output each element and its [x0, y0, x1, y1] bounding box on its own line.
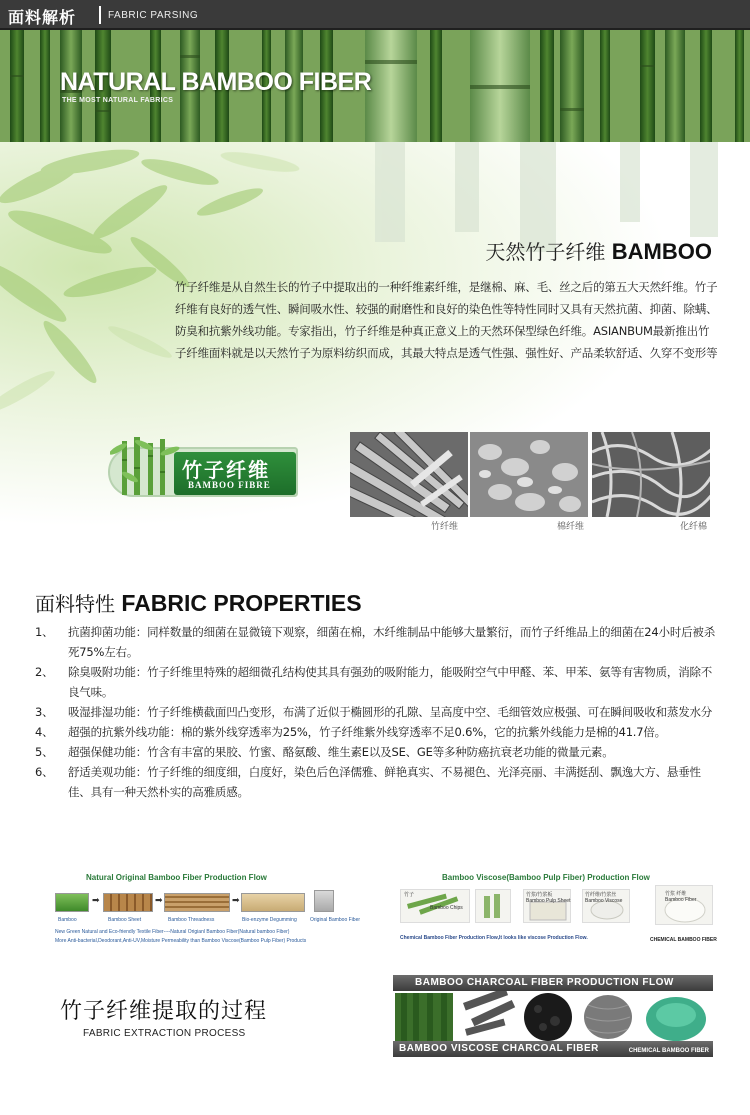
header-title-en: FABRIC PARSING: [108, 10, 199, 21]
list-item: [35, 622, 720, 662]
flow-step-degumming-image: [241, 893, 305, 912]
item-number: 2、: [35, 665, 54, 679]
bamboo-heading-cn: 天然竹子纤维: [485, 240, 606, 264]
properties-heading-en: FABRIC PROPERTIES: [121, 590, 362, 616]
tag-fiber: Bamboo Fiber: [665, 897, 697, 903]
tag-viscose-cn: 竹纤维/竹浆丝: [585, 892, 617, 898]
properties-heading-cn: 面料特性: [35, 592, 115, 616]
natural-flow-note-2: More Anti-bacterial,Deodorant,Anti-UV,Moisture Permeability than Bamboo Viscose(Bamboo Pulp Fiber) Products: [55, 938, 307, 944]
item-number: 3、: [35, 705, 54, 719]
header-title-cn: 面料解析: [8, 8, 77, 27]
list-item: [35, 722, 720, 742]
viscose-flow-title: Bamboo Viscose(Bamboo Pulp Fiber) Production Flow: [442, 873, 650, 882]
list-item: [35, 662, 720, 702]
cotton-fiber-micrograph-image: [470, 432, 588, 517]
item-text: 抗菌抑菌功能：同样数量的细菌在显微镜下观察，细菌在棉，木纤维制品中能够大量繁衍，而竹子纤维品上的细菌在24小时后被杀死75%左右。: [68, 625, 716, 659]
flow-step-label: Bamboo Threadness: [168, 917, 215, 923]
fabric-properties-list: [35, 622, 720, 802]
bamboo-fiber-micrograph: [350, 432, 468, 517]
list-item: [35, 762, 720, 802]
flow-step-original-fiber-image: [314, 890, 334, 912]
tag-bamboo-chips: Bamboo Chips: [430, 905, 463, 911]
tag-viscose: Bamboo Viscose: [585, 898, 623, 904]
item-number: 5、: [35, 745, 54, 759]
charcoal-right-tag: CHEMICAL BAMBOO FIBER: [628, 1048, 709, 1054]
micro-label-cotton: 棉纤维: [557, 522, 585, 532]
natural-flow-title: Natural Original Bamboo Fiber Production Flow: [86, 873, 267, 882]
badge-title-cn: 竹子纤维: [182, 458, 270, 482]
flow-step-bamboo-image: [55, 893, 89, 912]
bamboo-icon: [110, 437, 180, 499]
item-text: 超强保健功能：竹含有丰富的果胶、竹蜜、酪氨酸、维生素E以及SE、GE等多种防癌抗衰老功能的微量元素。: [68, 745, 614, 759]
bamboo-section-heading: [485, 236, 712, 265]
banner-title: NATURAL BAMBOO FIBER: [60, 68, 372, 96]
item-number: 1、: [35, 625, 54, 639]
cotton-fiber-micrograph: [470, 432, 588, 517]
tag-pulp-sheet: Bamboo Pulp Sheet: [526, 898, 571, 904]
flow-step-label: Original Bamboo Fiber: [310, 917, 361, 923]
synthetic-fiber-micrograph: [592, 432, 710, 517]
tag-fiber-cn: 竹浆 纤维: [665, 891, 687, 897]
item-text: 超强的抗紫外线功能：棉的紫外线穿透率为25%，竹子纤维紫外线穿透率不足0.6%，它的抗紫外线能力是棉的41.7倍。: [68, 725, 666, 739]
flow-step-bamboo-threadness-image: [164, 893, 230, 912]
bamboo-description: 竹子纤维是从自然生长的竹子中提取出的一种纤维素纤维，是继棉、麻、毛、丝之后的第五大天然纤维。竹子纤维有良好的透气性、瞬间吸水性、较强的耐磨性和良好的染色性等特性同时又具有天然抗菌、抑菌、除螨、防臭和抗紫外线功能。专家指出，竹子纤维是种真正意义上的天然环保型绿色纤维。ASIANBUM最新推出竹子纤维面料就是以天然竹子为原料纺织而成，其最大特点是透气性强、强性好、产品柔软舒适、久穿不变形等: [175, 280, 718, 360]
tag-pulp-cn: 竹浆/竹浆板: [526, 892, 553, 898]
bamboo-fibre-badge: [108, 437, 300, 499]
flow-arrow-icon: ➡: [155, 896, 163, 906]
flow-step-label: Bamboo: [58, 917, 77, 923]
extraction-title-cn: 竹子纤维提取的过程: [60, 999, 268, 1024]
viscose-right-tag: CHEMICAL BAMBOO FIBER: [650, 937, 717, 943]
item-text: 除臭吸附功能：竹子纤维里特殊的超细微孔结构使其具有强劲的吸附能力，能吸附空气中甲醛、苯、甲苯、氨等有害物质，消除不良气味。: [68, 665, 713, 699]
charcoal-bottom-title: BAMBOO VISCOSE CHARCOAL FIBER: [399, 1043, 599, 1054]
flow-arrow-icon: ➡: [92, 896, 100, 906]
tag-bamboo-cn: 竹子: [404, 892, 415, 898]
item-number: 4、: [35, 725, 54, 739]
viscose-flow-caption: Chemical Bamboo Fiber Production Flow,It looks like viscose Production Flow.: [400, 935, 588, 941]
charcoal-top-title: BAMBOO CHARCOAL FIBER PRODUCTION FLOW: [415, 977, 674, 988]
natural-flow-note-1: New Green Natural and Eco-friendly Textile Fiber----Natural Origianl Bamboo Fiber(Natural bamboo Fiber): [55, 929, 290, 935]
micro-label-bamboo: 竹纤维: [431, 522, 459, 532]
flow-step-label: Bio-enzyme Degumming: [242, 917, 297, 923]
charcoal-flow-panel: [393, 975, 713, 1057]
fabric-properties-heading: [35, 588, 362, 617]
flow-step-bamboo-sheet-image: [103, 893, 153, 912]
bamboo-banner: [0, 30, 750, 142]
bamboo-heading-en: BAMBOO: [611, 239, 712, 264]
list-item: [35, 702, 720, 722]
flow-arrow-icon: ➡: [232, 896, 240, 906]
bamboo-strips-image: [475, 889, 511, 923]
micro-label-synthetic: 化纤棉: [680, 522, 708, 532]
list-item: [35, 742, 720, 762]
bamboo-strips-illustration: [476, 890, 512, 924]
flow-step-label: Bamboo Sheet: [108, 917, 142, 923]
top-header-bar: [0, 0, 750, 30]
bamboo-fiber-micrograph-image: [350, 432, 468, 517]
item-text: 舒适美观功能：竹子纤维的细度细，白度好，染色后色泽儒雅、鲜艳真实、不易褪色、光泽亮丽、丰满挺刮、飘逸大方、悬垂性佳、具有一种天然朴实的高雅质感。: [68, 765, 701, 799]
item-text: 吸湿排湿功能：竹子纤维横截面凹凸变形，布满了近似于椭圆形的孔隙、呈高度中空、毛细管效应极强、可在瞬间吸收和蒸发水分: [68, 705, 713, 719]
charcoal-process-illustration: [393, 991, 713, 1043]
extraction-title-en: FABRIC EXTRACTION PROCESS: [83, 1028, 246, 1039]
synthetic-fiber-micrograph-image: [592, 432, 710, 517]
header-separator: [99, 6, 101, 24]
item-number: 6、: [35, 765, 54, 779]
badge-title-en: BAMBOO FIBRE: [188, 480, 271, 490]
banner-subtitle: THE MOST NATURAL FABRICS: [62, 97, 174, 104]
